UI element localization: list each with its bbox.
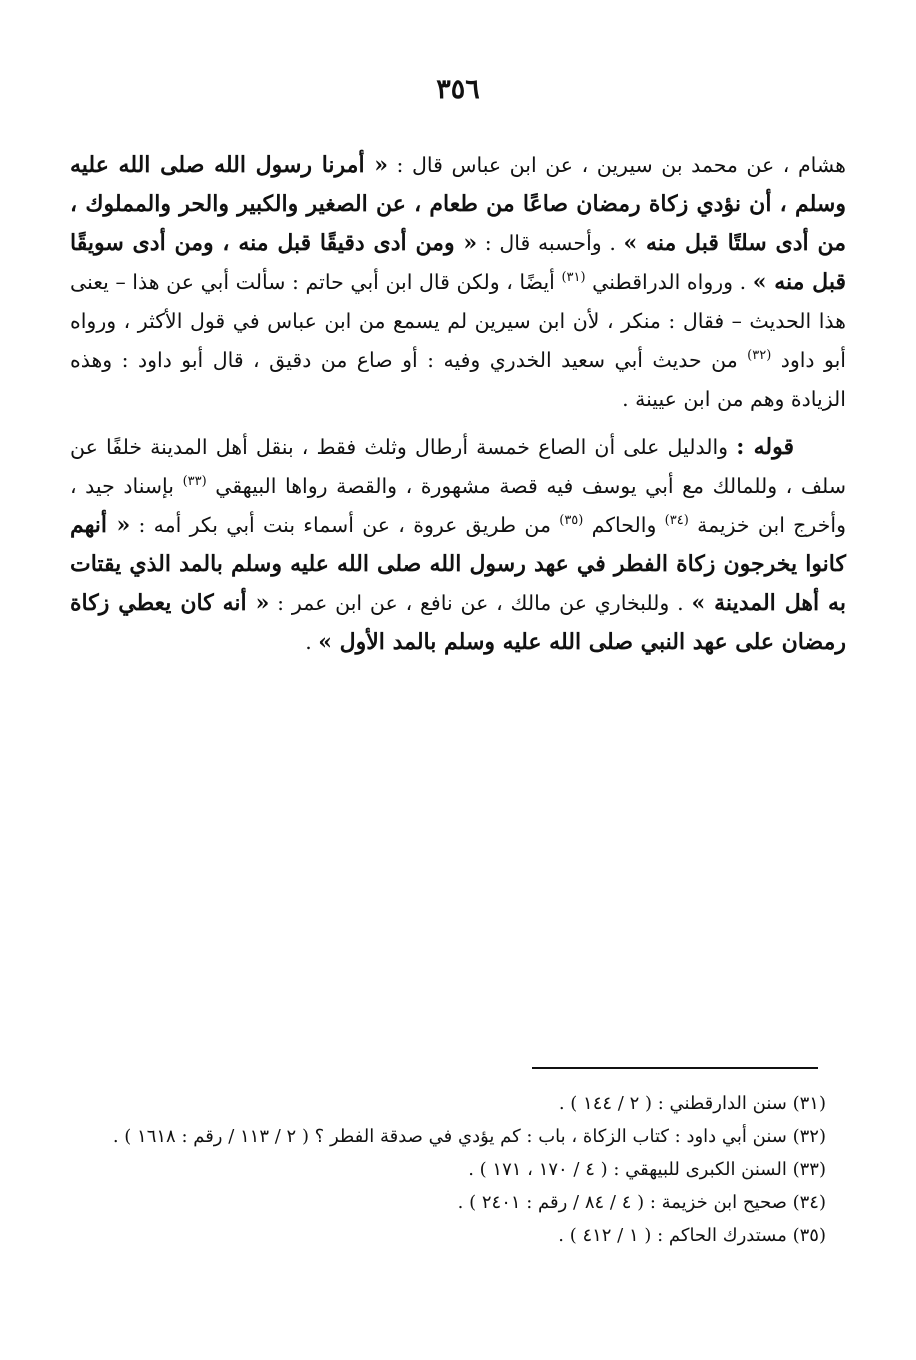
text-run: . وللبخاري عن مالك ، عن نافع ، عن ابن عمر : [269,591,692,615]
footnote-31 [60,1087,826,1120]
text-run: من طريق عروة ، عن أسماء بنت أبي بكر أمه : [130,513,560,537]
footnote-ref: (٣٢) [747,348,772,363]
footnote-text: سنن أبي داود : كتاب الزكاة ، باب : كم يؤدي في صدقة الفطر ؟ ( ٢ / ١١٣ / رقم : ١٦١٨ ) . [112,1126,787,1147]
text-run: والحاكم [583,513,665,537]
main-text [70,146,846,662]
footnote-number: (٣٢) [792,1126,826,1147]
footnote-ref: (٣١) [561,270,586,285]
footnotes [60,1087,826,1252]
footnote-35 [60,1219,826,1252]
footnote-text: صحيح ابن خزيمة : ( ٤ / ٨٤ / رقم : ٢٤٠١ ) . [457,1192,787,1213]
text-run: . وأحسبه قال : [477,231,624,255]
footnote-text: سنن الدارقطني : ( ٢ / ١٤٤ ) . [558,1093,787,1114]
footnote-text: مستدرك الحاكم : ( ١ / ٤١٢ ) . [558,1225,787,1246]
section-keyword: قوله : [736,434,794,460]
text-run: من حديث أبي سعيد الخدري وفيه : أو صاع من دقيق ، قال أبو داود : وهذه الزيادة وهم من ابن عيينة . [70,348,846,411]
footnote-34 [60,1186,826,1219]
page-number: ٣٥٦ [436,74,480,105]
footnote-number: (٣٤) [792,1192,826,1213]
hadith-quote: « ومن أدى دقيقًا قبل منه ، ومن أدى سويقًا قبل منه » [70,230,846,295]
footnote-number: (٣٥) [792,1225,826,1246]
footnote-number: (٣٣) [792,1159,826,1180]
footnote-32 [60,1120,826,1153]
hadith-quote: « أنهم كانوا يخرجون زكاة الفطر في عهد رسول الله صلى الله عليه وسلم بالمد الذي يقتات به أهل المدينة » [70,512,846,616]
text-run: أيضًا ، ولكن قال ابن أبي حاتم : سألت أبي عن هذا – يعنى هذا الحديث – فقال : منكر ، لأن ابن سيرين لم يسمع من ابن عباس في قول الأكثر ، ورواه أبو داود [70,270,846,372]
footnote-number: (٣١) [792,1093,826,1114]
footnote-ref: (٣٥) [559,513,584,528]
text-run: والدليل على أن الصاع خمسة أرطال وثلث فقط ، بنقل أهل المدينة خلفًا عن سلف ، وللمالك مع أبي يوسف فيه قصة مشهورة ، والقصة رواها البيهقي [70,435,847,498]
hadith-quote: « أنه كان يعطي زكاة رمضان على عهد النبي صلى الله عليه وسلم بالمد الأول » [70,590,846,655]
text-run: بإسناد جيد ، وأخرج ابن خزيمة [70,474,846,537]
footnote-text: السنن الكبرى للبيهقي : ( ٤ / ١٧٠ ، ١٧١ ) . [468,1159,787,1180]
footnote-ref: (٣٣) [182,474,207,489]
paragraph-1 [70,146,846,419]
paragraph-2 [70,428,846,662]
text-run: . [305,630,319,654]
text-run: . ورواه الدراقطني [585,270,753,294]
hadith-quote: « أمرنا رسول الله صلى الله عليه وسلم ، أن نؤدي زكاة رمضان صاعًا من طعام ، عن الصغير والكبير والحر والمملوك ، من أدى سلتًا قبل منه » [70,152,846,256]
footnote-divider [532,1067,818,1069]
footnote-ref: (٣٤) [664,513,689,528]
footnote-33 [60,1153,826,1186]
text-run: هشام ، عن محمد بن سيرين ، عن ابن عباس قال : [388,153,846,177]
